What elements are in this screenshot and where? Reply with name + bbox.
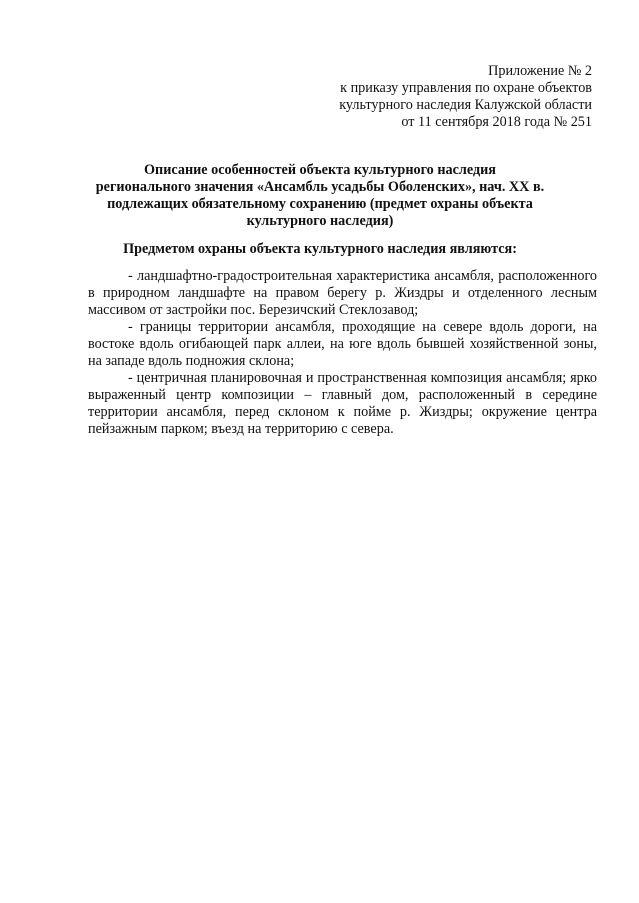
appendix-authority: культурного наследия Калужской области bbox=[339, 97, 592, 113]
appendix-order-ref: к приказу управления по охране объектов bbox=[340, 80, 592, 96]
protection-item: - границы территории ансамбля, проходящие на севере вдоль дороги, на востоке вдоль огибающей парк аллеи, на юге вдоль бывшей хозяйственной зоны, на западе вдоль подножия склона; bbox=[88, 319, 597, 369]
title-line-4: культурного наследия) bbox=[246, 213, 394, 229]
appendix-header bbox=[339, 63, 592, 131]
title-line-3: подлежащих обязательному сохранению (предмет охраны объекта bbox=[107, 196, 533, 212]
title-line-1: Описание особенностей объекта культурного наследия bbox=[144, 162, 496, 178]
appendix-number: Приложение № 2 bbox=[488, 63, 592, 79]
protection-item: - ландшафтно-градостроительная характеристика ансамбля, расположенного в природном ландшафте на правом берегу р. Жиздры и отделенного лесным массивом от застройки пос. Березичский Стеклозавод; bbox=[88, 268, 597, 318]
document-title bbox=[80, 162, 560, 230]
subject-heading: Предметом охраны объекта культурного наследия являются: bbox=[123, 241, 517, 257]
appendix-date: от 11 сентября 2018 года № 251 bbox=[401, 114, 592, 130]
protection-item: - центричная планировочная и пространственная композиция ансамбля; ярко выраженный центр композиции – главный дом, расположенный в середине территории ансамбля, перед склоном к пойме р. Жиздры; окружение центра пейзажным парком; въезд на территорию с севера. bbox=[88, 370, 597, 437]
title-line-2: регионального значения «Ансамбль усадьбы Оболенских», нач. XX в. bbox=[95, 179, 545, 195]
protection-items bbox=[88, 268, 597, 438]
